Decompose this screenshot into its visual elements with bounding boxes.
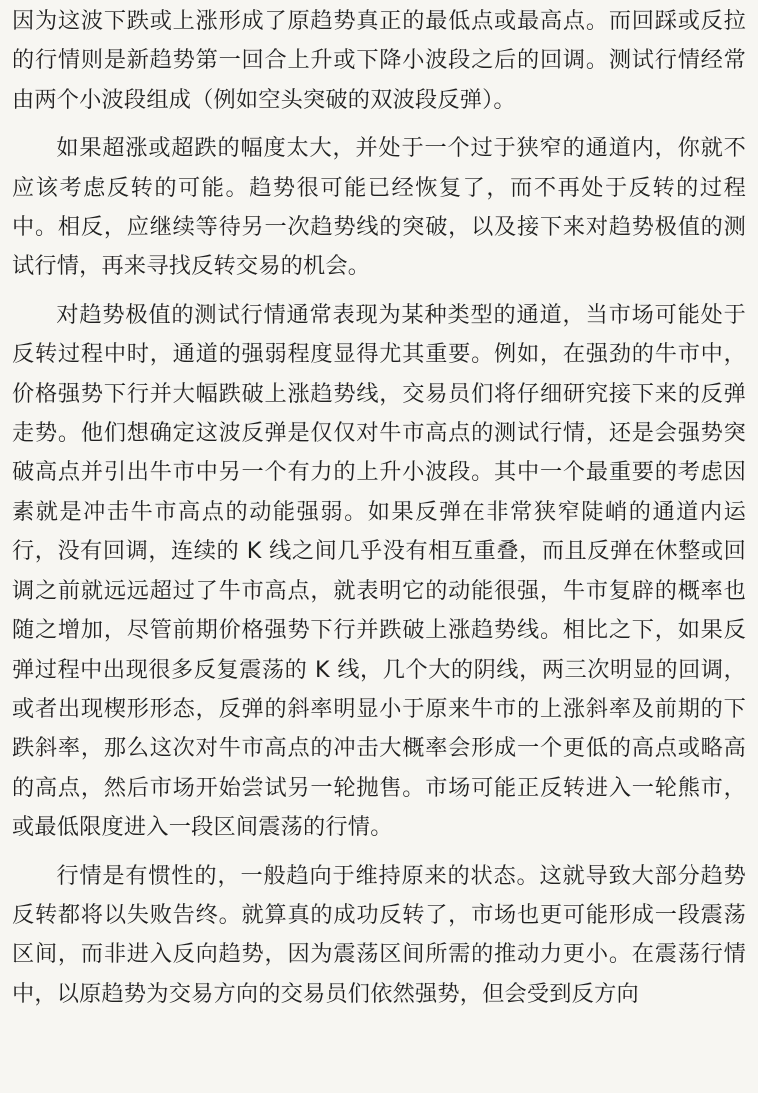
paragraph-1: 因为这波下跌或上涨形成了原趋势真正的最低点或最高点。而回踩或反拉的行情则是新趋势第一回合上升或下降小波段之后的回调。测试行情经常由两个小波段组成（例如空头突破的双波段反弹）。 xyxy=(12,8,746,113)
paragraph-2: 如果超涨或超跌的幅度太大，并处于一个过于狭窄的通道内，你就不应该考虑反转的可能。趋势很可能已经恢复了，而不再处于反转的过程中。相反，应继续等待另一次趋势线的突破，以及接下来对趋势极值的测试行情，再来寻找反转交易的机会。 xyxy=(12,135,746,280)
paragraph-4: 行情是有惯性的，一般趋向于维持原来的状态。这就导致大部分趋势反转都将以失败告终。就算真的成功反转了，市场也更可能形成一段震荡区间，而非进入反向趋势，因为震荡区间所需的推动力更小。在震荡行情中，以原趋势为交易方向的交易员们依然强势，但会受到反方向 xyxy=(12,862,746,1007)
paragraph-3: 对趋势极值的测试行情通常表现为某种类型的通道，当市场可能处于反转过程中时，通道的强弱程度显得尤其重要。例如，在强劲的牛市中，价格强势下行并大幅跌破上涨趋势线，交易员们将仔细研究接下来的反弹走势。他们想确定这波反弹是仅仅对牛市高点的测试行情，还是会强势突破高点并引出牛市中另一个有力的上升小波段。其中一个最重要的考虑因素就是冲击牛市高点的动能强弱。如果反弹在非常狭窄陡峭的通道内运行，没有回调，连续的 K 线之间几乎没有相互重叠，而且反弹在休整或回调之前就远远超过了牛市高点，就表明它的动能很强，牛市复辟的概率也随之增加，尽管前期价格强势下行并跌破上涨趋势线。相比之下，如果反弹过程中出现很多反复震荡的 K 线，几个大的阴线，两三次明显的回调，或者出现楔形形态，反弹的斜率明显小于原来牛市的上涨斜率及前期的下跌斜率，那么这次对牛市高点的冲击大概率会形成一个更低的高点或略高的高点，然后市场开始尝试另一轮抛售。市场可能正反转进入一轮熊市，或最低限度进入一段区间震荡的行情。 xyxy=(12,301,746,841)
